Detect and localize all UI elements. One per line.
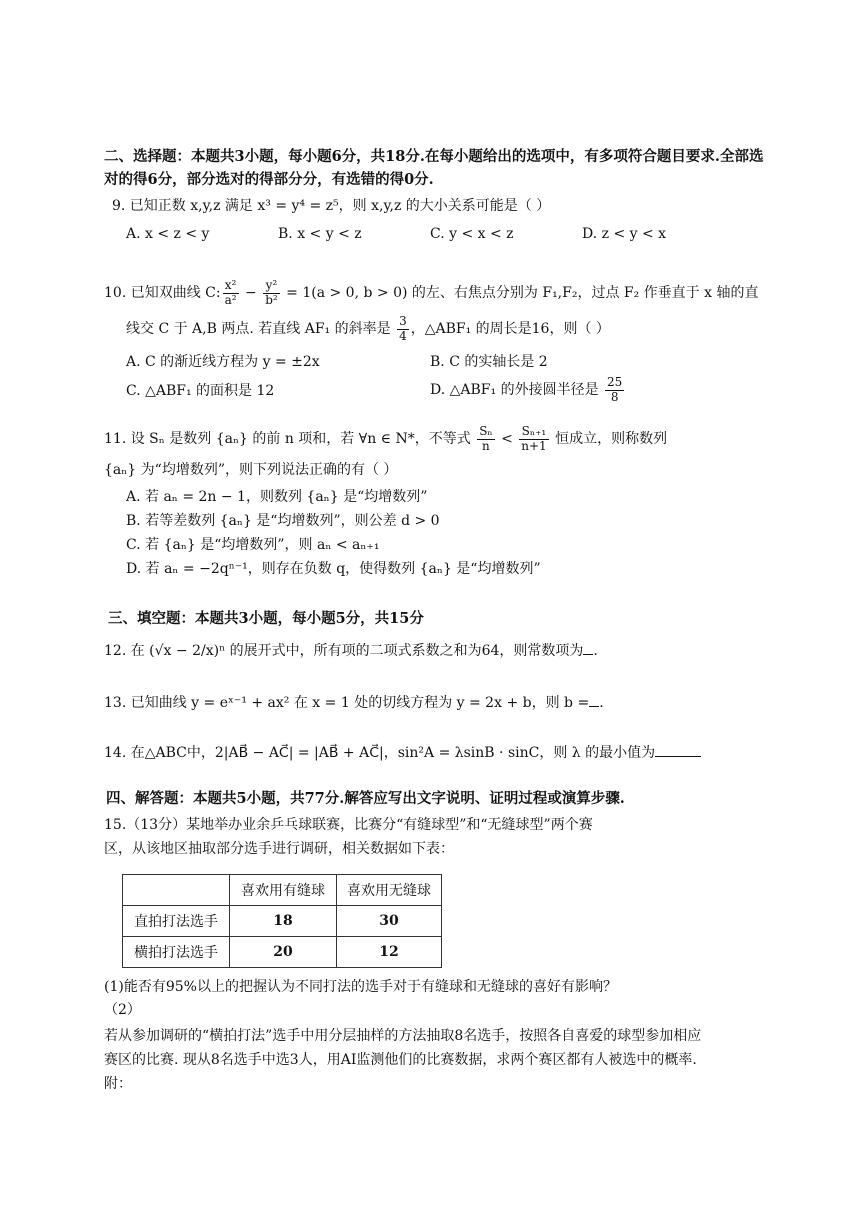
question-11-option-b: B. 若等差数列 {aₙ} 是“均增数列”，则公差 d > 0 [126, 513, 440, 529]
table-cell: 30 [337, 906, 442, 937]
table-header-cell: 喜欢用无缝球 [337, 875, 442, 906]
fraction-numerator: Sₙ₊₁ [519, 425, 548, 439]
question-9-option-c: C. y < x < z [430, 226, 514, 242]
question-11-stem-suffix: 恒成立，则称数列 [555, 431, 668, 447]
table-row [123, 906, 442, 937]
answer-blank [583, 642, 593, 655]
question-14-text: 14. 在△ABC中，2|AB⃗ − AC⃗| = |AB⃗ + AC⃗|，sin²A = λsinB · sinC，则 λ 的最小值为 [104, 745, 656, 761]
question-15-part1: (1)能否有95%以上的把握认为不同打法的选手对于有缝球和无缝球的喜好有影响？ [104, 979, 617, 995]
question-9-option-d: D. z < y < x [582, 226, 667, 242]
fraction-radius [605, 376, 624, 403]
section-2-heading-line1: 二、选择题：本题共3小题，每小题6分，共18分.在每小题给出的选项中，有多项符合题目要求.全部选 [104, 148, 764, 165]
question-13 [104, 694, 604, 710]
question-11-stem-prefix: 11. 设 Sₙ 是数列 {aₙ} 的前 n 项和，若 ∀n ∈ N*，不等式 [104, 431, 471, 447]
fraction-slope [397, 315, 409, 342]
fraction-numerator: y² [263, 279, 280, 293]
question-10-stem-equation: = 1(a > 0, b > 0) 的左、右焦点分别为 F₁,F₂，过点 F₂ 作垂直于 x 轴的直 [286, 285, 759, 301]
section-4-heading: 四、解答题：本题共5小题，共77分.解答应写出文字说明、证明过程或演算步骤. [106, 790, 625, 807]
question-10-line2-prefix: 线交 C 于 A,B 两点. 若直线 AF₁ 的斜率是 [126, 321, 391, 337]
question-15-line1: 15.（13分）某地举办业余乒乓球联赛，比赛分“有缝球型”和“无缝球型”两个赛 [104, 817, 593, 833]
table-cell: 12 [337, 937, 442, 968]
answer-blank [655, 744, 701, 757]
fraction-denominator: n [482, 438, 490, 453]
fraction-sn-n [477, 425, 494, 452]
question-15-part2-line2: 赛区的比赛. 现从8名选手中选3人，用AI监测他们的比赛数据，求两个赛区都有人被选中的概率. [104, 1052, 697, 1068]
table-row-label: 直拍打法选手 [123, 906, 230, 937]
question-12 [104, 642, 598, 658]
question-9-option-b: B. x < y < z [278, 226, 362, 242]
question-10-option-c: C. △ABF₁ 的面积是 12 [126, 383, 275, 399]
fraction-denominator: a² [224, 292, 237, 307]
question-11-option-a: A. 若 aₙ = 2n − 1，则数列 {aₙ} 是“均增数列” [126, 489, 428, 505]
table-header-row [123, 875, 442, 906]
question-15-part2-line1: 若从参加调研的“横拍打法”选手中用分层抽样的方法抽取8名选手，按照各自喜爱的球型参加相应 [104, 1028, 702, 1044]
table-row-label: 横拍打法选手 [123, 937, 230, 968]
table-cell: 18 [230, 906, 337, 937]
question-15-part2-label: （2） [104, 1002, 141, 1018]
fraction-denominator: n+1 [521, 438, 547, 453]
fraction-numerator: 25 [607, 375, 623, 390]
question-11-stem [104, 422, 667, 456]
question-9-option-a: A. x < z < y [126, 226, 210, 242]
table-header-cell [123, 875, 230, 906]
question-11-line2: {aₙ} 为“均增数列”，则下列说法正确的有（ ） [104, 462, 398, 478]
question-10-option-d [430, 374, 626, 406]
question-12-expression: (√x − 2/x)ⁿ [149, 643, 226, 659]
table-cell: 20 [230, 937, 337, 968]
question-9-stem: 9. 已知正数 x,y,z 满足 x³ = y⁴ = z⁵，则 x,y,z 的大小关系可能是（ ） [112, 198, 551, 214]
question-13-end: . [599, 695, 604, 711]
fraction-y2-b2 [263, 279, 280, 306]
fraction-numerator: x² [223, 279, 239, 293]
section-3-heading: 三、填空题：本题共3小题，每小题5分，共15分 [108, 610, 424, 627]
fraction-denominator: 4 [399, 328, 407, 343]
question-12-prefix: 12. 在 [104, 643, 145, 659]
survey-table [122, 874, 442, 968]
question-15-appendix: 附： [104, 1076, 132, 1092]
question-11-option-d: D. 若 aₙ = −2qⁿ⁻¹，则存在负数 q，使得数列 {aₙ} 是“均增数列” [126, 561, 541, 577]
question-13-text: 13. 已知曲线 y = eˣ⁻¹ + ax² 在 x = 1 处的切线方程为 y = 2x + b，则 b = [104, 695, 590, 711]
question-12-end: . [593, 643, 598, 659]
table-header-cell: 喜欢用有缝球 [230, 875, 337, 906]
table-row [123, 937, 442, 968]
question-11-option-c: C. 若 {aₙ} 是“均增数列”，则 aₙ < aₙ₊₁ [126, 537, 380, 553]
question-10-option-b: B. C 的实轴长是 2 [430, 354, 548, 370]
fraction-sn1-n1 [519, 425, 548, 452]
question-10-line2 [126, 314, 610, 344]
question-15-line2: 区，从该地区抽取部分选手进行调研，相关数据如下表： [104, 841, 454, 857]
question-12-text: 的展开式中，所有项的二项式系数之和为64，则常数项为 [229, 643, 584, 659]
section-2-heading-line2: 对的得6分，部分选对的得部分分，有选错的得0分. [104, 171, 434, 188]
question-10-line2-suffix: ，△ABF₁ 的周长是16，则（ ） [410, 321, 610, 337]
question-10-option-d-text: D. △ABF₁ 的外接圆半径是 [430, 382, 599, 398]
fraction-numerator: Sₙ [479, 424, 493, 439]
answer-blank [589, 694, 599, 707]
question-10-option-a: A. C 的渐近线方程为 y = ±2x [126, 354, 320, 370]
fraction-denominator: 8 [610, 389, 619, 404]
question-10-stem: 10. 已知双曲线 C: $\frac{\text{x²}}{\text{a²}}$ − $\frac{\text{y²}}{\text{b²}}$ = 1(a > 0, b > 0) 的左、右焦点分别为 F₁,F₂，过点 F₂ 作垂直于 x 轴的直 [104, 278, 759, 307]
question-10-stem-prefix: 10. 已知双曲线 C: [104, 285, 221, 301]
fraction-numerator: 3 [399, 314, 407, 329]
question-14 [104, 744, 701, 760]
less-than-sign: < [501, 431, 513, 447]
fraction-denominator: b² [265, 292, 278, 307]
fraction-x2-a2 [223, 279, 239, 306]
